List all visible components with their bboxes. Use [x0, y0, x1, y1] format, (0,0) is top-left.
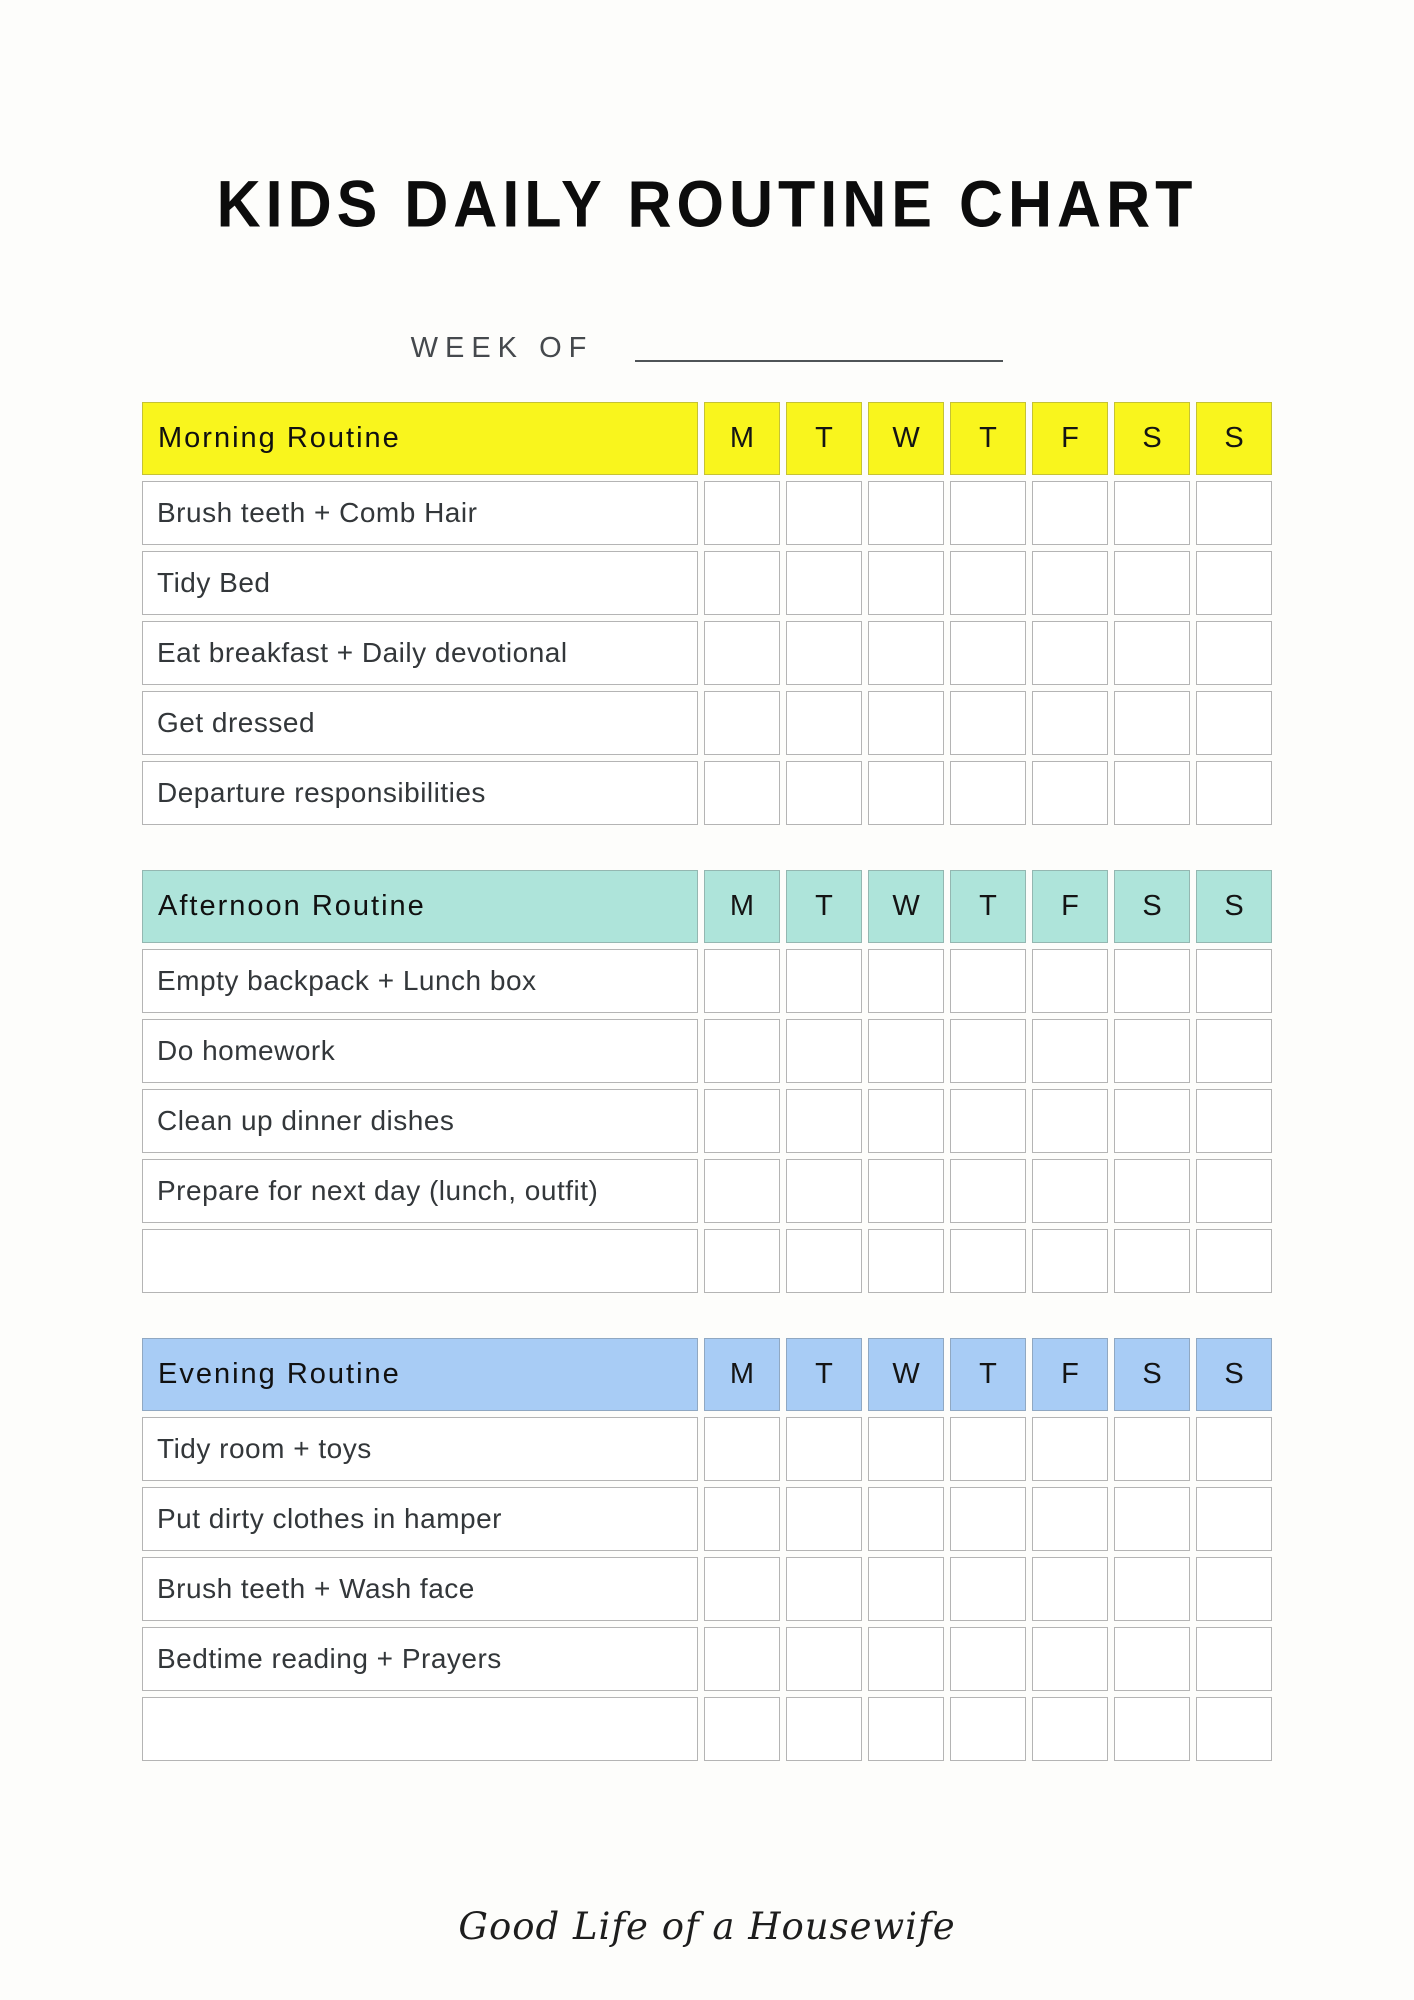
- check-cell: [868, 1487, 944, 1551]
- routine-table: [142, 1338, 1272, 1761]
- check-cell: [868, 621, 944, 685]
- check-cell: [1032, 1019, 1108, 1083]
- check-cell: [704, 1089, 780, 1153]
- task-label-cell: Tidy Bed: [142, 551, 698, 615]
- section-header: Evening Routine: [142, 1338, 698, 1411]
- page-title: KIDS DAILY ROUTINE CHART: [216, 166, 1198, 241]
- check-cell: [1196, 1487, 1272, 1551]
- check-cell: [1032, 481, 1108, 545]
- check-cell: [786, 1229, 862, 1293]
- check-cell: [1196, 691, 1272, 755]
- check-cell: [1032, 761, 1108, 825]
- check-cell: [1114, 1229, 1190, 1293]
- check-cell: [1032, 551, 1108, 615]
- check-cell: [1032, 1417, 1108, 1481]
- check-cell: [1114, 1557, 1190, 1621]
- task-label-cell: Departure responsibilities: [142, 761, 698, 825]
- check-cell: [704, 1487, 780, 1551]
- check-cell: [1114, 1159, 1190, 1223]
- routine-table: [142, 402, 1272, 825]
- check-cell: [786, 1697, 862, 1761]
- day-header-cell: W: [868, 1338, 944, 1411]
- check-cell: [950, 1159, 1026, 1223]
- check-cell: [704, 691, 780, 755]
- check-cell: [1114, 691, 1190, 755]
- check-cell: [868, 761, 944, 825]
- check-cell: [1032, 949, 1108, 1013]
- routine-tables: [142, 402, 1272, 1806]
- check-cell: [704, 1557, 780, 1621]
- check-cell: [1196, 551, 1272, 615]
- routine-table: [142, 870, 1272, 1293]
- check-cell: [950, 1089, 1026, 1153]
- check-cell: [1114, 1089, 1190, 1153]
- task-label-cell: Brush teeth + Wash face: [142, 1557, 698, 1621]
- task-label-cell: Bedtime reading + Prayers: [142, 1627, 698, 1691]
- check-cell: [786, 551, 862, 615]
- day-header-cell: T: [950, 870, 1026, 943]
- check-cell: [950, 1697, 1026, 1761]
- check-cell: [950, 621, 1026, 685]
- check-cell: [868, 481, 944, 545]
- check-cell: [1032, 1229, 1108, 1293]
- check-cell: [1196, 1159, 1272, 1223]
- section-evening-routine: [142, 1338, 1272, 1761]
- check-cell: [786, 1557, 862, 1621]
- check-cell: [704, 481, 780, 545]
- day-header-cell: M: [704, 870, 780, 943]
- check-cell: [1114, 621, 1190, 685]
- check-cell: [950, 1627, 1026, 1691]
- check-cell: [786, 1159, 862, 1223]
- check-cell: [868, 551, 944, 615]
- check-cell: [1196, 1627, 1272, 1691]
- check-cell: [1032, 1697, 1108, 1761]
- check-cell: [1032, 621, 1108, 685]
- check-cell: [704, 1229, 780, 1293]
- check-cell: [868, 1417, 944, 1481]
- check-cell: [868, 1159, 944, 1223]
- day-header-cell: S: [1196, 402, 1272, 475]
- day-header-cell: F: [1032, 1338, 1108, 1411]
- check-cell: [868, 1089, 944, 1153]
- task-label-cell: Brush teeth + Comb Hair: [142, 481, 698, 545]
- check-cell: [868, 1019, 944, 1083]
- check-cell: [1196, 1417, 1272, 1481]
- day-header-cell: M: [704, 402, 780, 475]
- check-cell: [704, 949, 780, 1013]
- check-cell: [786, 1019, 862, 1083]
- check-cell: [1196, 1697, 1272, 1761]
- check-cell: [868, 691, 944, 755]
- check-cell: [786, 621, 862, 685]
- check-cell: [704, 1159, 780, 1223]
- check-cell: [786, 1089, 862, 1153]
- check-cell: [1114, 761, 1190, 825]
- check-cell: [704, 551, 780, 615]
- check-cell: [1196, 481, 1272, 545]
- check-cell: [950, 1019, 1026, 1083]
- check-cell: [704, 1019, 780, 1083]
- check-cell: [1114, 1417, 1190, 1481]
- section-afternoon-routine: [142, 870, 1272, 1293]
- section-morning-routine: [142, 402, 1272, 825]
- check-cell: [868, 949, 944, 1013]
- task-label-cell: [142, 1697, 698, 1761]
- footer-signature: Good Life of a Housewife: [458, 1905, 956, 1948]
- check-cell: [950, 949, 1026, 1013]
- check-cell: [1196, 1019, 1272, 1083]
- check-cell: [950, 551, 1026, 615]
- check-cell: [786, 949, 862, 1013]
- check-cell: [868, 1229, 944, 1293]
- day-header-cell: T: [950, 402, 1026, 475]
- check-cell: [1196, 1089, 1272, 1153]
- day-header-cell: M: [704, 1338, 780, 1411]
- check-cell: [786, 1417, 862, 1481]
- check-cell: [950, 481, 1026, 545]
- check-cell: [1032, 1159, 1108, 1223]
- check-cell: [786, 761, 862, 825]
- task-label-cell: [142, 1229, 698, 1293]
- check-cell: [1032, 1089, 1108, 1153]
- day-header-cell: S: [1114, 402, 1190, 475]
- check-cell: [1114, 949, 1190, 1013]
- check-cell: [950, 1557, 1026, 1621]
- check-cell: [1196, 621, 1272, 685]
- check-cell: [1032, 1487, 1108, 1551]
- check-cell: [868, 1697, 944, 1761]
- check-cell: [868, 1557, 944, 1621]
- check-cell: [1114, 481, 1190, 545]
- check-cell: [1032, 691, 1108, 755]
- check-cell: [704, 761, 780, 825]
- section-header: Afternoon Routine: [142, 870, 698, 943]
- task-label-cell: Clean up dinner dishes: [142, 1089, 698, 1153]
- check-cell: [1196, 949, 1272, 1013]
- task-label-cell: Prepare for next day (lunch, outfit): [142, 1159, 698, 1223]
- check-cell: [1114, 1697, 1190, 1761]
- day-header-cell: W: [868, 870, 944, 943]
- check-cell: [868, 1627, 944, 1691]
- check-cell: [704, 1417, 780, 1481]
- check-cell: [1114, 551, 1190, 615]
- day-header-cell: F: [1032, 870, 1108, 943]
- check-cell: [786, 1627, 862, 1691]
- day-header-cell: T: [786, 870, 862, 943]
- task-label-cell: Empty backpack + Lunch box: [142, 949, 698, 1013]
- day-header-cell: S: [1114, 870, 1190, 943]
- check-cell: [1114, 1019, 1190, 1083]
- day-header-cell: W: [868, 402, 944, 475]
- day-header-cell: T: [950, 1338, 1026, 1411]
- check-cell: [786, 481, 862, 545]
- check-cell: [704, 621, 780, 685]
- day-header-cell: T: [786, 402, 862, 475]
- week-of-label: WEEK OF: [410, 332, 594, 364]
- task-label-cell: Tidy room + toys: [142, 1417, 698, 1481]
- check-cell: [950, 1417, 1026, 1481]
- day-header-cell: S: [1114, 1338, 1190, 1411]
- check-cell: [704, 1627, 780, 1691]
- check-cell: [1114, 1627, 1190, 1691]
- check-cell: [950, 761, 1026, 825]
- task-label-cell: Put dirty clothes in hamper: [142, 1487, 698, 1551]
- check-cell: [704, 1697, 780, 1761]
- week-of-row: [0, 334, 1414, 365]
- check-cell: [1032, 1557, 1108, 1621]
- check-cell: [950, 1229, 1026, 1293]
- day-header-cell: T: [786, 1338, 862, 1411]
- task-label-cell: Do homework: [142, 1019, 698, 1083]
- check-cell: [1032, 1627, 1108, 1691]
- week-of-blank-line: [635, 360, 1003, 362]
- check-cell: [786, 1487, 862, 1551]
- check-cell: [1114, 1487, 1190, 1551]
- check-cell: [950, 1487, 1026, 1551]
- check-cell: [1196, 1229, 1272, 1293]
- task-label-cell: Eat breakfast + Daily devotional: [142, 621, 698, 685]
- check-cell: [1196, 761, 1272, 825]
- check-cell: [1196, 1557, 1272, 1621]
- task-label-cell: Get dressed: [142, 691, 698, 755]
- day-header-cell: S: [1196, 870, 1272, 943]
- day-header-cell: S: [1196, 1338, 1272, 1411]
- check-cell: [786, 691, 862, 755]
- day-header-cell: F: [1032, 402, 1108, 475]
- check-cell: [950, 691, 1026, 755]
- section-header: Morning Routine: [142, 402, 698, 475]
